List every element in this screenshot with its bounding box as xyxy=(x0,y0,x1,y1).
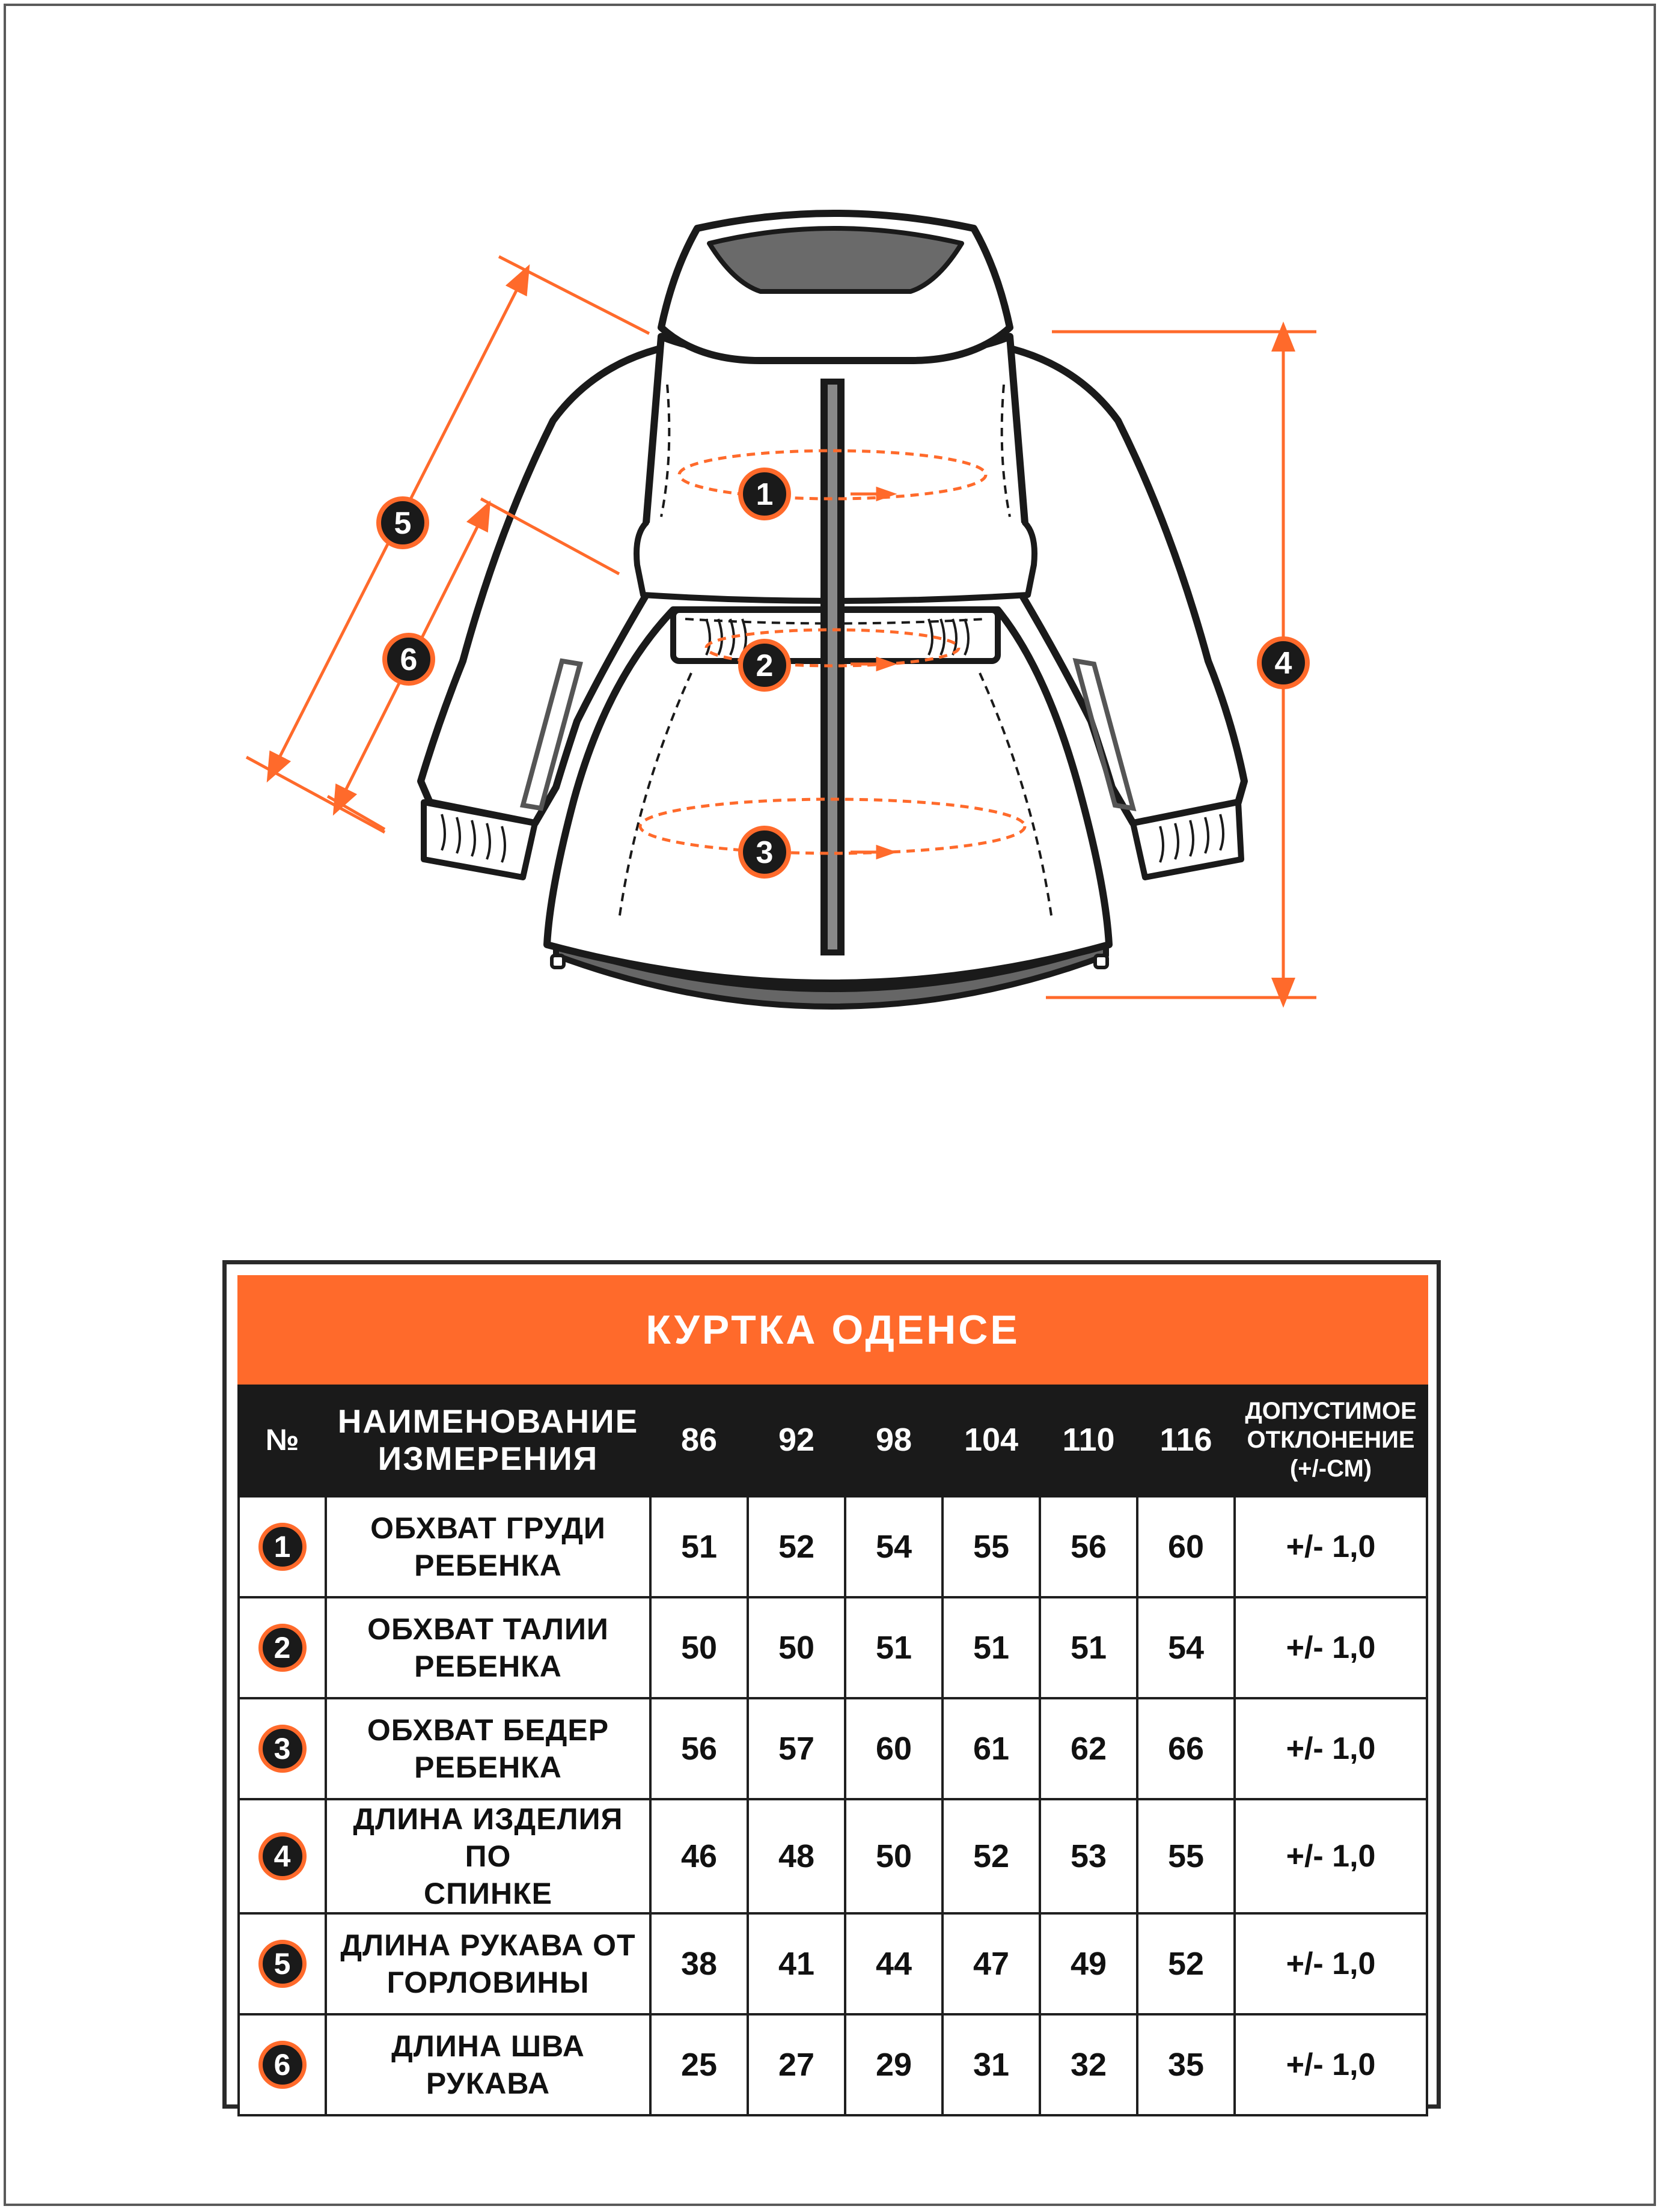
table-row xyxy=(239,1496,1427,1597)
size-value-cell: 55 xyxy=(943,1496,1040,1597)
size-value-cell: 66 xyxy=(1137,1698,1235,1799)
size-value-cell: 47 xyxy=(943,1913,1040,2014)
size-value-cell: 44 xyxy=(845,1913,943,2014)
table-row xyxy=(239,1698,1427,1799)
marker-6 xyxy=(385,635,433,683)
size-value-cell: 51 xyxy=(1040,1597,1137,1698)
tolerance-cell: +/- 1,0 xyxy=(1235,1597,1427,1698)
marker-3-label: 3 xyxy=(756,835,774,870)
tolerance-cell: +/- 1,0 xyxy=(1235,1913,1427,2014)
measurement-name-line2: РЕБЕНКА xyxy=(414,1750,562,1784)
size-value-cell: 49 xyxy=(1040,1913,1137,2014)
size-value-cell: 55 xyxy=(1137,1799,1235,1913)
measurement-name-cell xyxy=(326,2014,650,2115)
table-row xyxy=(239,1799,1427,1913)
header-name-line2: ИЗМЕРЕНИЯ xyxy=(377,1440,599,1477)
row-number-badge: 5 xyxy=(258,1940,307,1988)
header-tolerance-line1: ДОПУСТИМОЕ xyxy=(1245,1398,1417,1424)
header-name-line1: НАИМЕНОВАНИЕ xyxy=(337,1403,639,1440)
jacket-technical-drawing xyxy=(0,0,1662,1082)
row-number-cell xyxy=(239,1597,326,1698)
size-value-cell: 51 xyxy=(650,1496,748,1597)
size-value-cell: 38 xyxy=(650,1913,748,2014)
table-row xyxy=(239,1597,1427,1698)
size-value-cell: 54 xyxy=(845,1496,943,1597)
measurement-name-cell xyxy=(326,1799,650,1913)
measurement-name-line2: РЕБЕНКА xyxy=(414,1549,562,1582)
marker-1-label: 1 xyxy=(756,477,774,512)
size-value-cell: 52 xyxy=(943,1799,1040,1913)
size-value-cell: 50 xyxy=(845,1799,943,1913)
size-value-cell: 31 xyxy=(943,2014,1040,2115)
size-value-cell: 46 xyxy=(650,1799,748,1913)
size-value-cell: 41 xyxy=(748,1913,845,2014)
tolerance-cell: +/- 1,0 xyxy=(1235,1799,1427,1913)
measurement-name-line1: ДЛИНА ИЗДЕЛИЯ ПО xyxy=(353,1802,623,1873)
size-value-cell: 57 xyxy=(748,1698,845,1799)
header-size: 98 xyxy=(845,1383,943,1496)
size-value-cell: 51 xyxy=(943,1597,1040,1698)
header-measurement-name xyxy=(326,1383,650,1496)
measurement-name-line2: СПИНКЕ xyxy=(424,1877,552,1910)
measurement-name-line1: ОБХВАТ ТАЛИИ xyxy=(367,1612,609,1646)
header-size: 86 xyxy=(650,1383,748,1496)
size-table xyxy=(237,1275,1428,2116)
size-value-cell: 50 xyxy=(650,1597,748,1698)
row-number-badge: 6 xyxy=(258,2041,307,2089)
size-value-cell: 56 xyxy=(650,1698,748,1799)
row-number-cell xyxy=(239,1913,326,2014)
marker-2-label: 2 xyxy=(756,648,774,683)
size-value-cell: 54 xyxy=(1137,1597,1235,1698)
row-number-badge: 2 xyxy=(258,1624,307,1672)
marker-6-label: 6 xyxy=(400,642,418,677)
size-value-cell: 60 xyxy=(1137,1496,1235,1597)
header-tolerance xyxy=(1235,1383,1427,1496)
measurement-name-line2: ГОРЛОВИНЫ xyxy=(386,1966,590,1999)
table-row xyxy=(239,2014,1427,2115)
header-size: 104 xyxy=(943,1383,1040,1496)
hood-lining xyxy=(709,228,962,291)
tolerance-cell: +/- 1,0 xyxy=(1235,1698,1427,1799)
marker-2 xyxy=(741,641,789,689)
measurement-name-line2: РЕБЕНКА xyxy=(414,1650,562,1683)
size-value-cell: 29 xyxy=(845,2014,943,2115)
row-number-badge: 1 xyxy=(258,1523,307,1571)
marker-4 xyxy=(1259,639,1307,687)
header-size: 110 xyxy=(1040,1383,1137,1496)
table-body xyxy=(239,1496,1427,2115)
size-value-cell: 27 xyxy=(748,2014,845,2115)
size-value-cell: 53 xyxy=(1040,1799,1137,1913)
row-number-cell xyxy=(239,1698,326,1799)
measurement-name-cell xyxy=(326,1496,650,1597)
product-title: КУРТКА ОДЕНСЕ xyxy=(239,1276,1427,1383)
marker-1 xyxy=(741,470,789,518)
size-value-cell: 60 xyxy=(845,1698,943,1799)
size-value-cell: 51 xyxy=(845,1597,943,1698)
header-size: 116 xyxy=(1137,1383,1235,1496)
size-value-cell: 50 xyxy=(748,1597,845,1698)
row-number-badge: 4 xyxy=(258,1832,307,1880)
row-number-cell xyxy=(239,1799,326,1913)
size-value-cell: 32 xyxy=(1040,2014,1137,2115)
measurement-name-line1: ОБХВАТ ГРУДИ xyxy=(370,1511,606,1545)
marker-4-label: 4 xyxy=(1274,646,1292,681)
row-number-cell xyxy=(239,1496,326,1597)
size-value-cell: 48 xyxy=(748,1799,845,1913)
header-size: 92 xyxy=(748,1383,845,1496)
header-number: № xyxy=(239,1383,326,1496)
measurement-name-line1: ОБХВАТ БЕДЕР xyxy=(367,1713,610,1747)
tolerance-cell: +/- 1,0 xyxy=(1235,2014,1427,2115)
measurement-name-cell xyxy=(326,1698,650,1799)
table-header xyxy=(239,1383,1427,1496)
size-value-cell: 25 xyxy=(650,2014,748,2115)
size-value-cell: 56 xyxy=(1040,1496,1137,1597)
marker-3 xyxy=(741,828,789,876)
tolerance-cell: +/- 1,0 xyxy=(1235,1496,1427,1597)
marker-5-label: 5 xyxy=(394,506,412,541)
header-tolerance-line3: (+/-СМ) xyxy=(1289,1455,1372,1482)
measurement-name-line2: РУКАВА xyxy=(426,2067,551,2100)
measurement-name-line1: ДЛИНА РУКАВА ОТ xyxy=(340,1928,636,1962)
marker-5 xyxy=(379,499,427,547)
size-value-cell: 62 xyxy=(1040,1698,1137,1799)
size-value-cell: 52 xyxy=(748,1496,845,1597)
size-chart xyxy=(222,1260,1441,2109)
header-tolerance-line2: ОТКЛОНЕНИЕ xyxy=(1247,1427,1415,1453)
measurement-name-line1: ДЛИНА ШВА xyxy=(391,2029,585,2063)
table-row xyxy=(239,1913,1427,2014)
size-value-cell: 52 xyxy=(1137,1913,1235,2014)
measurement-name-cell xyxy=(326,1597,650,1698)
measurement-name-cell xyxy=(326,1913,650,2014)
size-value-cell: 61 xyxy=(943,1698,1040,1799)
size-value-cell: 35 xyxy=(1137,2014,1235,2115)
row-number-badge: 3 xyxy=(258,1725,307,1773)
row-number-cell xyxy=(239,2014,326,2115)
